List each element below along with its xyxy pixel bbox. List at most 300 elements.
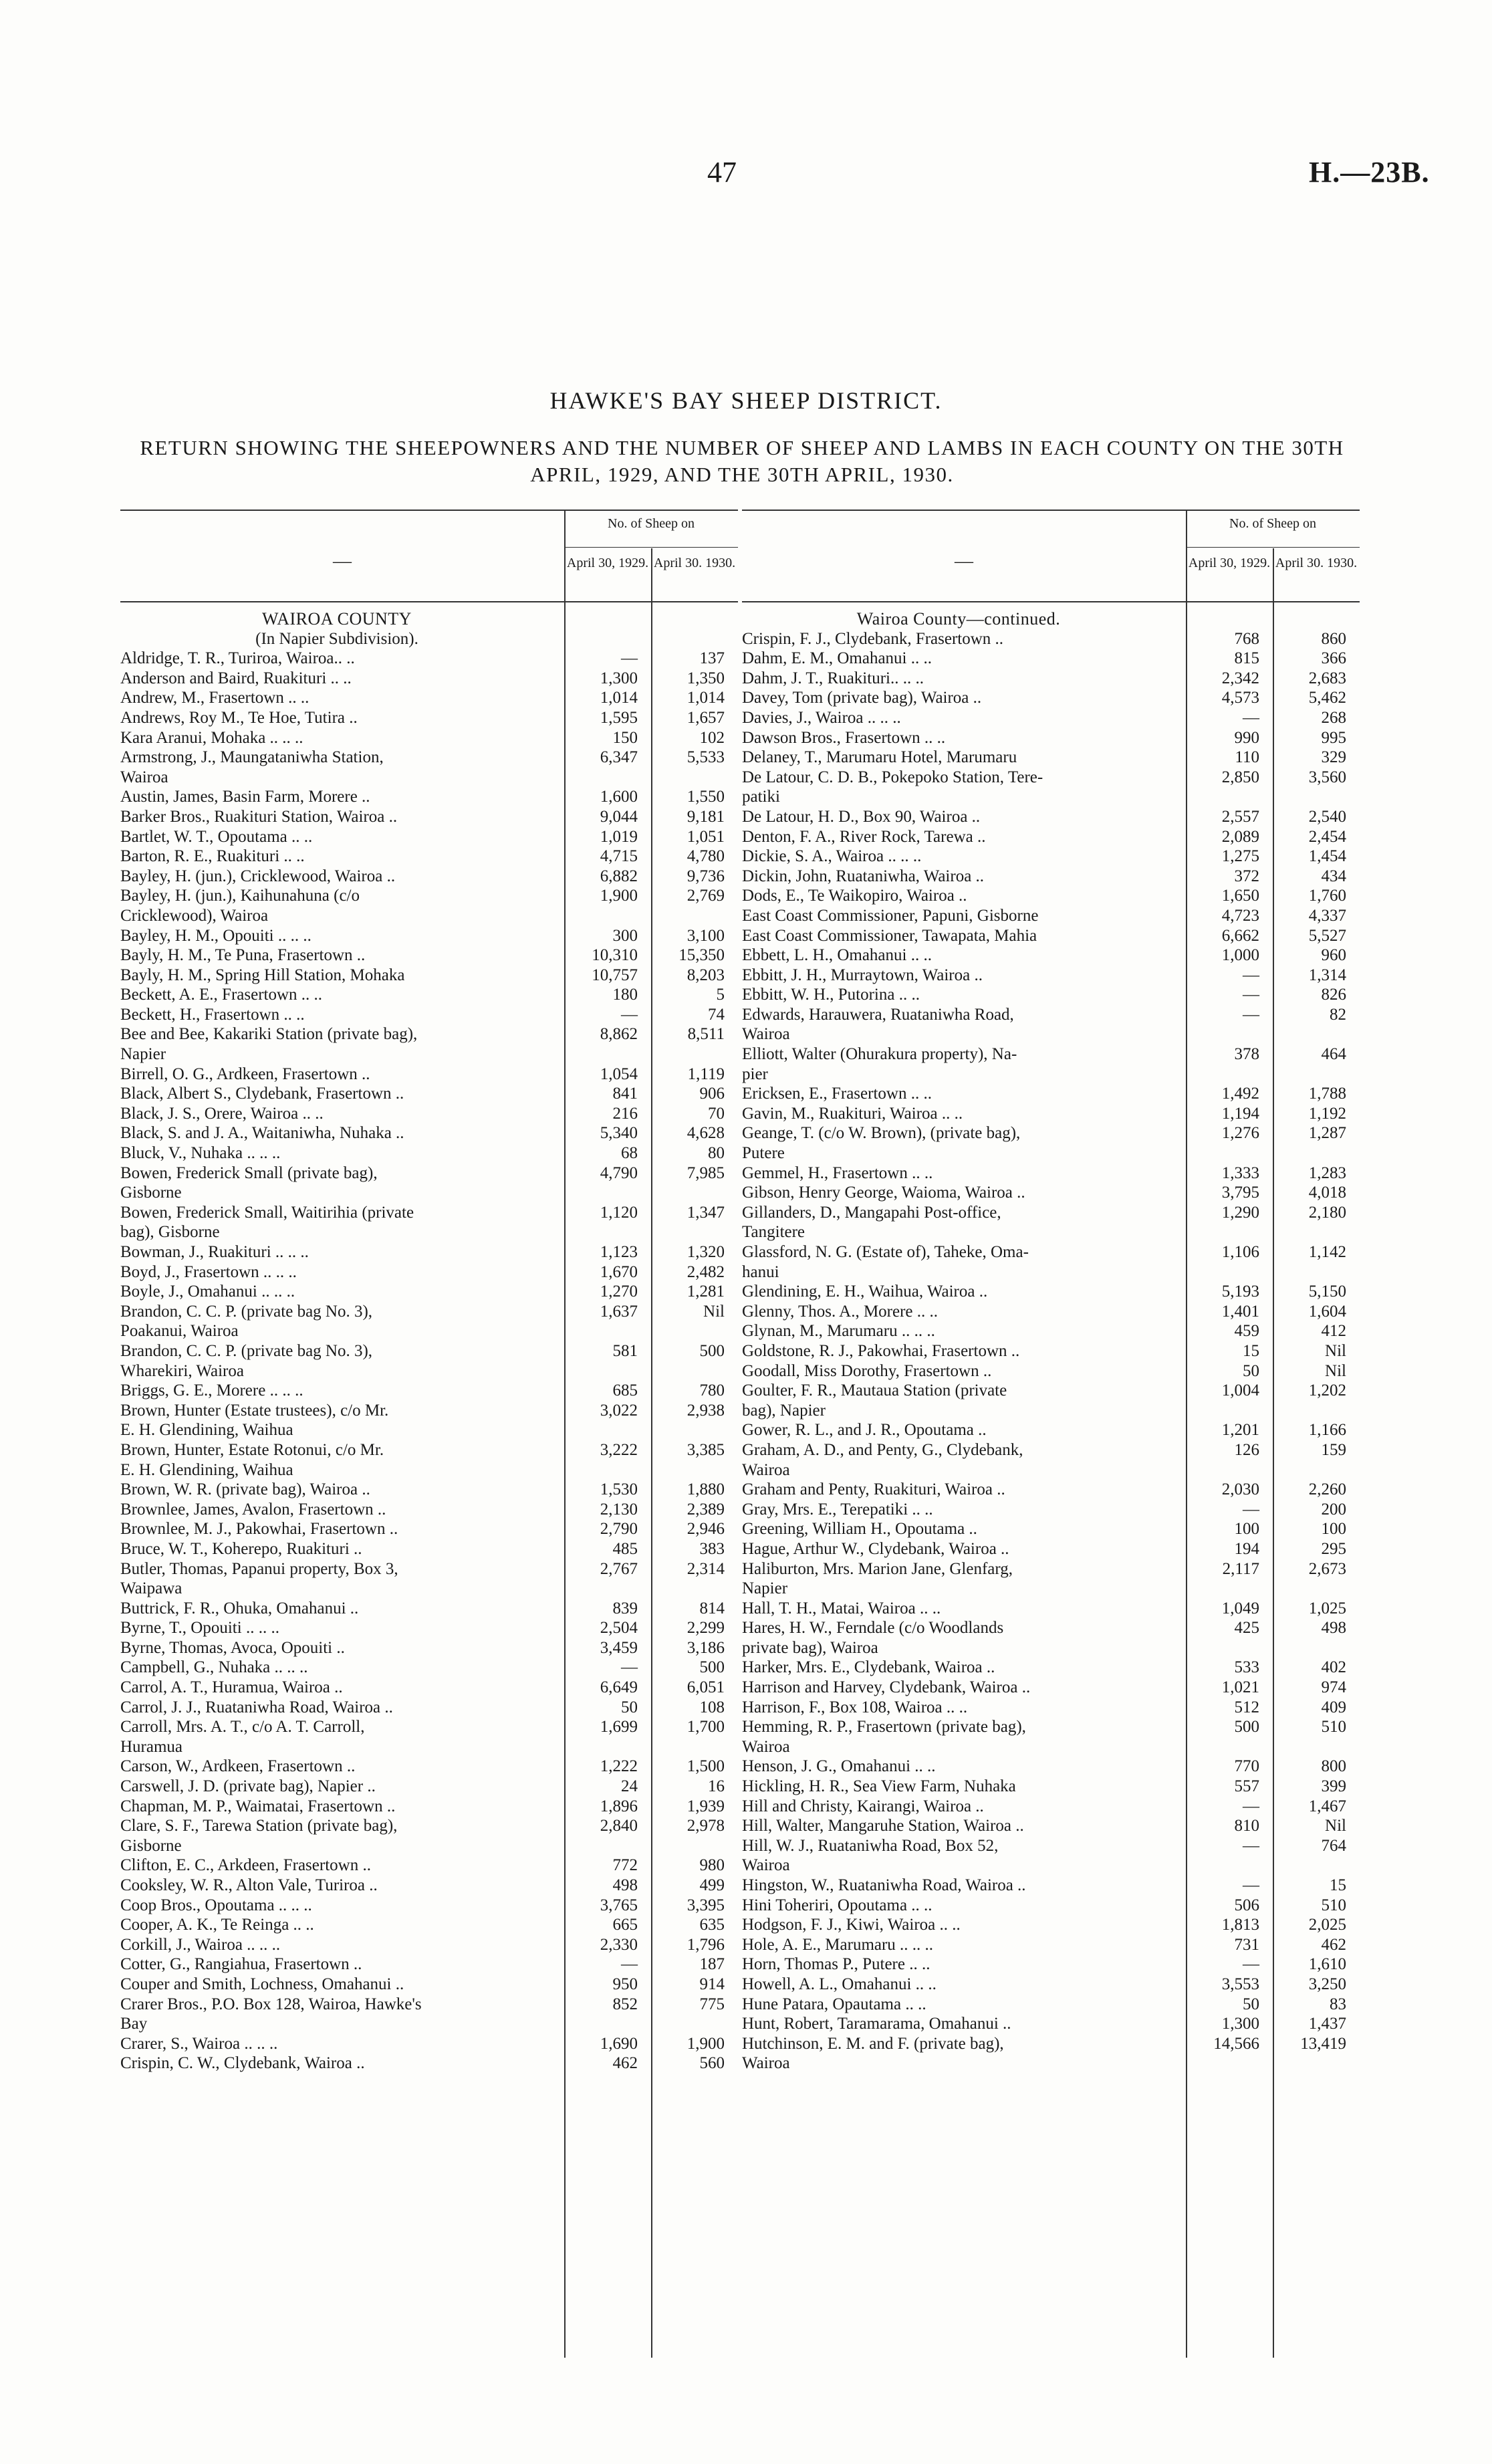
sheep-1930-cell <box>646 1222 733 1242</box>
table-row <box>742 768 1360 788</box>
table-row <box>742 966 1360 986</box>
table-row <box>120 1242 738 1262</box>
sheep-1930-cell <box>1267 787 1354 807</box>
table-row <box>742 1737 1360 1757</box>
table-row <box>120 787 738 807</box>
table-row <box>120 1005 738 1025</box>
table-row <box>120 748 738 768</box>
sheep-1930-cell: 1,281 <box>687 1282 725 1301</box>
right-table <box>742 510 1360 2358</box>
table-header <box>120 510 738 602</box>
sheep-1929-cell: 1,054 <box>600 1065 638 1083</box>
table-row <box>742 1777 1360 1797</box>
owner-cell: Graham, A. D., and Penty, G., Clydebank, <box>742 1440 1023 1459</box>
table-row <box>120 1935 738 1955</box>
owner-cell: Coop Bros., Opoutama .. .. .. <box>120 1896 312 1914</box>
sheep-1930-cell: Nil <box>1325 1817 1346 1835</box>
sheep-1929-cell <box>559 629 646 649</box>
table-row <box>120 609 738 629</box>
table-row <box>742 1559 1360 1579</box>
sheep-1930-cell: 1,437 <box>1308 2015 1346 2033</box>
owner-cell: Armstrong, J., Maungataniwha Station, <box>120 748 384 767</box>
owner-cell: Brandon, C. C. P. (private bag No. 3), <box>120 1302 373 1321</box>
table-row <box>742 867 1360 887</box>
table-row <box>120 1361 738 1381</box>
table-row <box>742 1618 1360 1638</box>
owner-cell: Napier <box>742 1579 788 1598</box>
owner-cell: Gisborne <box>120 1184 182 1202</box>
owner-cell: Wairoa <box>742 1025 790 1044</box>
owner-cell: Briggs, G. E., Morere .. .. .. <box>120 1381 303 1400</box>
sheep-1929-cell: 1,896 <box>600 1797 638 1815</box>
owner-cell: bag), Napier <box>742 1401 826 1420</box>
sheep-1930-cell: 137 <box>699 649 725 668</box>
table-row <box>742 1143 1360 1163</box>
page-number: 47 <box>707 156 737 189</box>
table-row <box>742 1658 1360 1678</box>
sheep-1930-cell: 1,350 <box>687 669 725 687</box>
table-row <box>742 1005 1360 1025</box>
table-row <box>120 1401 738 1421</box>
sheep-1930-cell <box>1267 1401 1354 1421</box>
table-row <box>120 768 738 788</box>
sheep-1929-cell: 180 <box>612 986 638 1004</box>
table-row <box>120 2034 738 2054</box>
table-row <box>742 1203 1360 1223</box>
sheep-1929-cell: 194 <box>1234 1539 1259 1558</box>
sheep-1930-cell: 3,100 <box>687 926 725 945</box>
owner-cell: Dahm, E. M., Omahanui .. .. <box>742 649 932 668</box>
owner-cell: East Coast Commissioner, Papuni, Gisborne <box>742 906 1039 925</box>
sheep-1930-cell: 70 <box>708 1104 725 1123</box>
sheep-1929-cell: 1,600 <box>600 788 638 806</box>
document-reference: H.—23B. <box>1309 156 1430 189</box>
sheep-1930-cell: Nil <box>703 1302 725 1321</box>
table-row <box>120 1757 738 1777</box>
table-row <box>120 1876 738 1896</box>
page-subtitle: RETURN SHOWING THE SHEEPOWNERS AND THE NUMBER OF SHEEP AND LAMBS IN EACH COUNTY ON THE 30TH APRIL, 1929, AND THE 30TH APRIL, 1930. <box>140 436 1344 486</box>
sheep-1930-cell: 16 <box>708 1777 725 1796</box>
sheep-1929-cell <box>1180 1222 1267 1242</box>
table-row <box>742 1519 1360 1539</box>
table-row <box>742 1935 1360 1955</box>
owner-cell: Byrne, T., Opouiti .. .. .. <box>120 1619 279 1638</box>
owner-cell: Horn, Thomas P., Putere .. .. <box>742 1955 930 1974</box>
owner-cell: Bowman, J., Ruakituri .. .. .. <box>120 1243 309 1261</box>
year-1930-header: April 30. 1930. <box>653 556 736 570</box>
owner-cell: Clare, S. F., Tarewa Station (private bag), <box>120 1817 398 1835</box>
table-row <box>742 985 1360 1005</box>
sheep-1929-cell: 1,021 <box>1221 1678 1259 1697</box>
sheep-1930-cell: 434 <box>1321 867 1346 885</box>
table-row <box>120 1975 738 1995</box>
owner-cell: Bayley, H. (jun.), Kaihunahuna (c/o <box>120 887 360 905</box>
table-row <box>742 1381 1360 1401</box>
owner-cell: Bay <box>120 2015 148 2033</box>
sheep-1930-cell: 5,462 <box>1308 689 1346 707</box>
table-row <box>120 926 738 946</box>
table-row <box>120 1440 738 1460</box>
owner-cell: Dawson Bros., Frasertown .. .. <box>742 728 946 747</box>
sheep-1930-cell: 8,511 <box>687 1025 725 1044</box>
sheep-1930-cell: 412 <box>1321 1322 1346 1341</box>
sheep-1930-cell: 15,350 <box>678 946 725 965</box>
sheep-1930-cell <box>646 1361 733 1381</box>
sheep-1930-cell: 187 <box>699 1955 725 1974</box>
table-row <box>120 708 738 728</box>
table-row <box>742 787 1360 807</box>
table-row <box>742 1262 1360 1282</box>
sheep-1929-cell: 772 <box>612 1856 638 1875</box>
owner-cell: Brown, Hunter, Estate Rotonui, c/o Mr. <box>120 1440 384 1459</box>
sheep-1929-cell <box>1180 1401 1267 1421</box>
table-row <box>742 669 1360 689</box>
sheep-1929-cell: 4,723 <box>1221 906 1259 925</box>
table-row <box>120 1797 738 1817</box>
sheep-1929-cell: 1,201 <box>1221 1421 1259 1440</box>
sheep-1930-cell: 383 <box>699 1539 725 1558</box>
sheep-1930-cell <box>1267 1222 1354 1242</box>
sheep-1929-cell: — <box>621 1955 638 1974</box>
sheep-1930-cell: 8,203 <box>687 966 725 984</box>
sheep-1929-cell: 6,347 <box>600 748 638 767</box>
sheep-1929-cell <box>559 1460 646 1480</box>
sheep-1929-cell: 425 <box>1234 1619 1259 1638</box>
owner-cell: Cotter, G., Rangiahua, Frasertown .. <box>120 1955 362 1974</box>
sheep-1930-cell <box>646 1737 733 1757</box>
sheep-1930-cell: 15 <box>1330 1876 1346 1894</box>
sheep-1930-cell: 1,550 <box>687 788 725 806</box>
owner-cell: Hill and Christy, Kairangi, Wairoa .. <box>742 1797 984 1815</box>
owner-cell: Bowen, Frederick Small, Waitirihia (private <box>120 1203 414 1222</box>
owner-cell: Aldridge, T. R., Turiroa, Wairoa.. .. <box>120 649 355 668</box>
sheep-1929-cell: 4,573 <box>1221 689 1259 707</box>
sheep-1930-cell: 5 <box>716 986 725 1004</box>
sheep-1930-cell <box>1267 1579 1354 1599</box>
owner-cell: Goldstone, R. J., Pakowhai, Frasertown .. <box>742 1341 1020 1360</box>
sheep-1930-cell <box>646 768 733 788</box>
table-row <box>742 1915 1360 1935</box>
table-row <box>742 1222 1360 1242</box>
sheep-1929-cell: 126 <box>1234 1440 1259 1459</box>
owner-cell: Cooper, A. K., Te Reinga .. .. <box>120 1916 314 1934</box>
sheep-1930-cell: 500 <box>699 1341 725 1360</box>
owner-cell: Cooksley, W. R., Alton Vale, Turiroa .. <box>120 1876 378 1894</box>
owner-cell: Hole, A. E., Marumaru .. .. .. <box>742 1935 934 1954</box>
table-row <box>120 1896 738 1916</box>
sheep-1929-cell: 2,767 <box>600 1559 638 1578</box>
sheep-1929-cell <box>559 1321 646 1341</box>
table-row <box>120 1163 738 1184</box>
sheep-1929-cell: 3,553 <box>1221 1975 1259 1993</box>
sheep-1930-cell: 100 <box>1321 1520 1346 1539</box>
table-row <box>120 1618 738 1638</box>
sheep-1930-cell: 3,250 <box>1308 1975 1346 1993</box>
sheep-1930-cell: 3,186 <box>687 1638 725 1657</box>
owner-cell: Bee and Bee, Kakariki Station (private bag), <box>120 1025 418 1044</box>
owner-cell: hanui <box>742 1262 779 1281</box>
table-row <box>120 1024 738 1044</box>
sheep-1929-cell: 24 <box>621 1777 638 1796</box>
sheep-1929-cell: 1,300 <box>600 669 638 687</box>
sheep-1930-cell: 2,540 <box>1308 807 1346 826</box>
table-row <box>742 1104 1360 1124</box>
sheep-1929-cell: 2,790 <box>600 1520 638 1539</box>
table-row <box>120 629 738 649</box>
sheep-1929-cell: 100 <box>1234 1520 1259 1539</box>
sheep-1930-cell: 1,166 <box>1308 1421 1346 1440</box>
sheep-1929-cell <box>1180 609 1267 629</box>
table-row <box>742 728 1360 748</box>
owner-cell: WAIROA COUNTY <box>262 609 412 629</box>
table-row <box>742 1698 1360 1718</box>
sheep-1929-cell: 1,290 <box>1221 1203 1259 1222</box>
sheep-1929-cell <box>559 1737 646 1757</box>
sheep-1930-cell: 560 <box>699 2054 725 2073</box>
sheep-1929-cell: 1,000 <box>1221 946 1259 965</box>
table-row <box>742 807 1360 827</box>
sheep-1929-cell: 1,637 <box>600 1302 638 1321</box>
table-row <box>120 1658 738 1678</box>
owner-cell: Anderson and Baird, Ruakituri .. .. <box>120 669 352 687</box>
owner-cell: Hune Patara, Opautama .. .. <box>742 1995 926 2013</box>
owner-cell: Crispin, C. W., Clydebank, Wairoa .. <box>120 2054 365 2073</box>
sheep-1930-cell: 1,604 <box>1308 1302 1346 1321</box>
owner-cell: Chapman, M. P., Waimatai, Frasertown .. <box>120 1797 396 1815</box>
owner-cell: Bruce, W. T., Koherepo, Ruakituri .. <box>120 1539 362 1558</box>
table-row <box>120 1698 738 1718</box>
sheep-1930-cell <box>646 1420 733 1440</box>
table-row <box>120 1104 738 1124</box>
sheep-1929-cell <box>559 609 646 629</box>
sheep-1929-cell: 5,340 <box>600 1124 638 1143</box>
sheep-1929-cell: 1,106 <box>1221 1243 1259 1261</box>
owner-cell: Harrison and Harvey, Clydebank, Wairoa .. <box>742 1678 1031 1697</box>
sheep-1929-cell: — <box>621 649 638 668</box>
sheep-1930-cell: 4,780 <box>687 847 725 866</box>
sheep-1930-cell: 402 <box>1321 1658 1346 1677</box>
table-row <box>120 1480 738 1500</box>
sheep-1929-cell: 1,019 <box>600 827 638 846</box>
owner-cell: De Latour, H. D., Box 90, Wairoa .. <box>742 807 981 826</box>
owner-cell: Birrell, O. G., Ardkeen, Frasertown .. <box>120 1065 370 1083</box>
sheep-1930-cell: 1,142 <box>1308 1243 1346 1261</box>
sheep-1929-cell: 14,566 <box>1213 2034 1259 2053</box>
sheep-1929-cell: 1,194 <box>1221 1104 1259 1123</box>
owner-cell: Buttrick, F. R., Ohuka, Omahanui .. <box>120 1599 359 1617</box>
sheep-1929-cell: 1,690 <box>600 2034 638 2053</box>
sheep-1929-cell: 1,333 <box>1221 1163 1259 1182</box>
sheep-1930-cell: 510 <box>1321 1896 1346 1914</box>
owner-cell: Greening, William H., Opoutama .. <box>742 1520 977 1539</box>
sheep-1929-cell <box>559 1579 646 1599</box>
table-row <box>742 926 1360 946</box>
table-row <box>742 1975 1360 1995</box>
owner-cell: Crispin, F. J., Clydebank, Frasertown .. <box>742 629 1004 648</box>
table-row <box>120 807 738 827</box>
sheep-1929-cell: 3,459 <box>600 1638 638 1657</box>
sheep-1929-cell <box>559 1222 646 1242</box>
table-row <box>742 1460 1360 1480</box>
sheep-1929-cell: — <box>1243 986 1259 1004</box>
sheep-1930-cell: 5,533 <box>687 748 725 767</box>
owner-cell: Gavin, M., Ruakituri, Wairoa .. .. <box>742 1104 963 1123</box>
sheep-1929-cell: 731 <box>1234 1935 1259 1954</box>
table-row <box>120 2014 738 2034</box>
owner-cell: Wairoa County—continued. <box>856 609 1061 629</box>
sheep-1929-cell: 841 <box>612 1085 638 1103</box>
sheep-1929-cell: 500 <box>1234 1718 1259 1737</box>
sheep-1929-cell <box>1180 1638 1267 1658</box>
sheep-1930-cell: 1,287 <box>1308 1124 1346 1143</box>
owner-cell: E. H. Glendining, Waihua <box>120 1460 293 1479</box>
owner-cell: Carson, W., Ardkeen, Frasertown .. <box>120 1757 356 1776</box>
table-row <box>742 1579 1360 1599</box>
table-row <box>742 886 1360 906</box>
table-row <box>120 649 738 669</box>
sheep-1929-cell <box>1180 2053 1267 2074</box>
table-row <box>120 1460 738 1480</box>
sheep-1930-cell: 2,769 <box>687 887 725 905</box>
owner-cell: Wairoa <box>742 1460 790 1479</box>
table-row <box>742 847 1360 867</box>
table-row <box>742 1341 1360 1361</box>
sheep-1930-cell: 1,796 <box>687 1935 725 1954</box>
table-row <box>120 1954 738 1975</box>
sheep-1930-cell: 2,299 <box>687 1619 725 1638</box>
sheep-1930-cell: 2,260 <box>1308 1480 1346 1499</box>
sheep-1929-cell: 372 <box>1234 867 1259 885</box>
sheep-1930-cell: 1,347 <box>687 1203 725 1222</box>
sheep-1929-cell: 3,765 <box>600 1896 638 1914</box>
sheep-1929-cell: 2,850 <box>1221 768 1259 786</box>
owner-cell: Ebbitt, W. H., Putorina .. .. <box>742 986 920 1004</box>
table-row <box>120 1044 738 1065</box>
sheep-1930-cell: 906 <box>699 1085 725 1103</box>
owner-cell: Graham and Penty, Ruakituri, Wairoa .. <box>742 1480 1005 1499</box>
owner-cell: Hague, Arthur W., Clydebank, Wairoa .. <box>742 1539 1009 1558</box>
owner-cell: Ericksen, E., Frasertown .. .. <box>742 1085 932 1103</box>
table-row <box>120 1579 738 1599</box>
table-row <box>742 1401 1360 1421</box>
owner-cell: Brown, W. R. (private bag), Wairoa .. <box>120 1480 370 1499</box>
owner-cell: Elliott, Walter (Ohurakura property), Na- <box>742 1045 1017 1064</box>
owner-cell: Davies, J., Wairoa .. .. .. <box>742 708 901 727</box>
sheep-1930-cell: 2,482 <box>687 1262 725 1281</box>
sheep-1929-cell: 512 <box>1234 1698 1259 1716</box>
sheep-1930-cell <box>646 2014 733 2034</box>
table-row <box>742 1480 1360 1500</box>
table-row <box>742 827 1360 847</box>
owner-cell: Clifton, E. C., Arkdeen, Frasertown .. <box>120 1856 371 1875</box>
sheep-1930-cell <box>1267 1143 1354 1163</box>
sheep-1929-cell: 950 <box>612 1975 638 1993</box>
owner-cell: Gower, R. L., and J. R., Opoutama .. <box>742 1421 987 1440</box>
sheep-1930-cell: Nil <box>1325 1341 1346 1360</box>
owner-cell: patiki <box>742 788 780 806</box>
table-row <box>120 688 738 708</box>
owner-cell: Campbell, G., Nuhaka .. .. .. <box>120 1658 308 1677</box>
sheep-1929-cell: 50 <box>1243 1361 1259 1380</box>
sheep-1930-cell: 2,938 <box>687 1401 725 1420</box>
table-row <box>742 1024 1360 1044</box>
sheep-1930-cell: 1,900 <box>687 2034 725 2053</box>
owner-cell: Brown, Hunter (Estate trustees), c/o Mr. <box>120 1401 389 1420</box>
owner-cell: Hini Toheriri, Opoutama .. .. <box>742 1896 932 1914</box>
owner-cell: Wairoa <box>742 1737 790 1756</box>
owner-cell: Denton, F. A., River Rock, Tarewa .. <box>742 827 986 846</box>
sheep-1929-cell <box>1180 1065 1267 1085</box>
sheep-1929-cell: 3,222 <box>600 1440 638 1459</box>
sheep-1929-cell: 3,795 <box>1221 1184 1259 1202</box>
owner-cell: Brownlee, James, Avalon, Frasertown .. <box>120 1500 386 1519</box>
owner-cell: Edwards, Harauwera, Ruataniwha Road, <box>742 1005 1014 1024</box>
table-row <box>120 886 738 906</box>
sheep-1930-cell: 102 <box>699 728 725 747</box>
sheep-1930-cell: 1,500 <box>687 1757 725 1776</box>
owner-cell: Kara Aranui, Mohaka .. .. .. <box>120 728 303 747</box>
owner-cell: Carswell, J. D. (private bag), Napier .. <box>120 1777 376 1796</box>
sheep-1929-cell: 2,030 <box>1221 1480 1259 1499</box>
owner-cell: pier <box>742 1065 768 1083</box>
owner-cell: Hickling, H. R., Sea View Farm, Nuhaka <box>742 1777 1016 1796</box>
table-row <box>742 1361 1360 1381</box>
sheep-1930-cell: 860 <box>1321 629 1346 648</box>
sheep-1930-cell: 4,628 <box>687 1124 725 1143</box>
owner-cell: Crarer, S., Wairoa .. .. .. <box>120 2034 278 2053</box>
sheep-1929-cell <box>559 2014 646 2034</box>
sheep-1929-cell: 685 <box>612 1381 638 1400</box>
page-title: HAWKE'S BAY SHEEP DISTRICT. <box>549 387 943 414</box>
sheep-1929-cell: 6,882 <box>600 867 638 885</box>
table-row <box>120 1995 738 2015</box>
owner-cell: Bartlet, W. T., Opoutama .. .. <box>120 827 313 846</box>
sheep-1929-cell: — <box>1243 1005 1259 1024</box>
sheep-1929-cell: 506 <box>1234 1896 1259 1914</box>
sheep-1929-cell: 50 <box>1243 1995 1259 2013</box>
sheep-1929-cell: 1,401 <box>1221 1302 1259 1321</box>
sheep-1929-cell: 852 <box>612 1995 638 2013</box>
table-row <box>120 1084 738 1104</box>
table-row <box>120 1816 738 1836</box>
owner-cell: Harker, Mrs. E., Clydebank, Wairoa .. <box>742 1658 995 1677</box>
sheep-1930-cell: 82 <box>1330 1005 1346 1024</box>
owner-cell: Wharekiri, Wairoa <box>120 1361 244 1380</box>
owner-cell: Glendining, E. H., Waihua, Wairoa .. <box>742 1282 988 1301</box>
sheep-1930-cell: 2,180 <box>1308 1203 1346 1222</box>
owner-cell: Carrol, A. T., Huramua, Wairoa .. <box>120 1678 343 1697</box>
table-row <box>742 1896 1360 1916</box>
table-header <box>742 510 1360 602</box>
sheep-1930-cell: 329 <box>1321 748 1346 767</box>
owner-cell: Corkill, J., Wairoa .. .. .. <box>120 1935 281 1954</box>
sheep-1930-cell: 366 <box>1321 649 1346 668</box>
table-row <box>742 2014 1360 2034</box>
table-row <box>742 1539 1360 1559</box>
table-row <box>742 1440 1360 1460</box>
sheep-1929-cell: 1,900 <box>600 887 638 905</box>
table-row <box>120 966 738 986</box>
sheep-1929-cell: 1,049 <box>1221 1599 1259 1617</box>
sheep-1930-cell: 980 <box>699 1856 725 1875</box>
table-row <box>742 1065 1360 1085</box>
sheep-1929-cell <box>1180 1579 1267 1599</box>
owner-column-header: — <box>955 551 973 572</box>
owner-cell: Barker Bros., Ruakituri Station, Wairoa .. <box>120 807 398 826</box>
sheep-1929-cell: 2,117 <box>1222 1559 1259 1578</box>
sheep-1929-cell: — <box>621 1658 638 1677</box>
sheep-1930-cell: 4,337 <box>1308 906 1346 925</box>
